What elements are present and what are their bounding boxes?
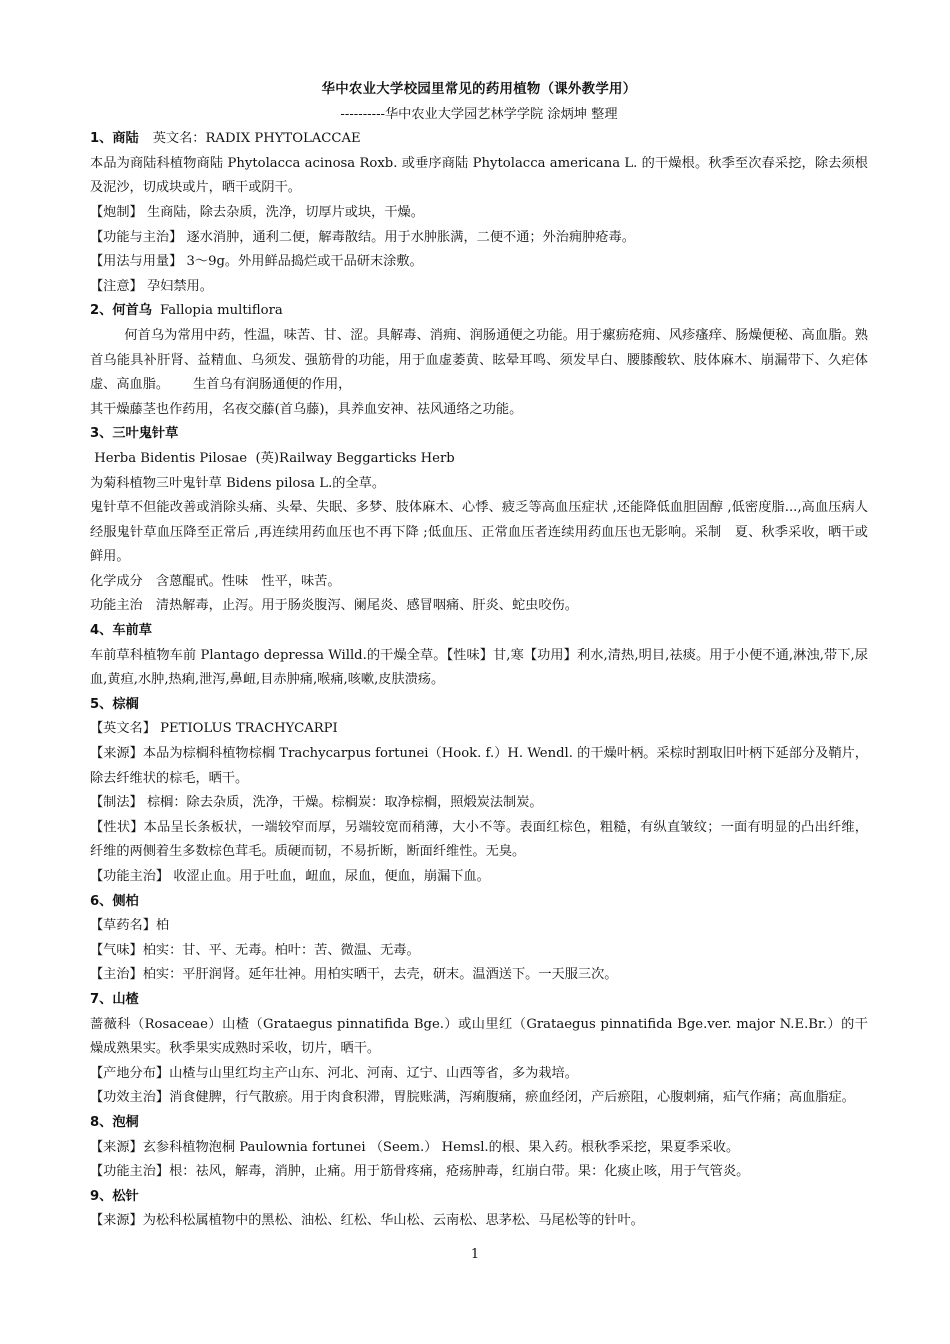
paragraph: 【注意】 孕妇禁用。 [90,278,213,294]
paragraph: 【用法与用量】 3～9g。外用鲜品捣烂或干品研末涂敷。 [90,254,423,270]
paragraph: 鬼针草不但能改善或消除头痛、头晕、失眠、多梦、肢体麻木、心悸、疲乏等高血压症状 ,还能降低血胆固醇 ,低密度脂...,高血压病人经服鬼针草血压降至正常后 ,再连续用药血压也不再下降 ;低血压、正常血压者连续用药血压也无影响。采制 夏、秋季采收，晒干或鲜用。 [90,500,868,565]
document-subtitle: ----------华中农业大学园艺林学学院 涂炳坤 整理 [340,106,618,122]
paragraph: 【来源】为松科松属植物中的黑松、油松、红松、华山松、云南松、思茅松、马尾松等的针叶。 [90,1213,644,1229]
paragraph: 车前草科植物车前 Plantago depressa Willd.的干燥全草。【性味】甘,寒【功用】利水,清热,明目,祛痰。用于小便不通,淋浊,带下,尿血,黄疸,水肿,热痢,泄泻,鼻衄,目赤肿痛,喉痛,咳嗽,皮肤溃疡。 [90,647,868,688]
paragraph: 功能主治 清热解毒，止泻。用于肠炎腹泻、阑尾炎、感冒咽痛、肝炎、蛇虫咬伤。 [90,598,578,614]
section-heading-sanyeguizhencao [90,422,868,447]
section-heading-shanzha [90,988,868,1013]
section-title: 5、棕榈 [90,696,139,712]
paragraph: 何首乌为常用中药，性温，味苦、甘、涩。具解毒、消痈、润肠通便之功能。用于瘰疬疮痈、风疹瘙痒、肠燥便秘、高血脂。熟首乌能具补肝肾、益精血、乌须发、强筋骨的功能，用于血虚萎黄、眩晕耳鸣、须发早白、腰膝酸软、肢体麻木、崩漏带下、久疟体虚、高血脂。 生首乌有润肠通便的作用， [90,327,868,393]
paragraph: 【功效主治】消食健脾，行气散瘀。用于肉食积滞，胃脘账满，泻痢腹痛，瘀血经闭，产后瘀阻，心腹刺痛，疝气作痛；高血脂症。 [90,1090,855,1106]
paragraph: 【制法】 棕榈：除去杂质，洗净，干燥。棕榈炭：取净棕榈，照煅炭法制炭。 [90,795,543,811]
section-english-name: 英文名：RADIX PHYTOLACCAE [152,131,361,147]
document-title: 华中农业大学校园里常见的药用植物（课外教学用） [321,82,637,97]
paragraph: 【来源】本品为棕榈科植物棕榈 Trachycarpus fortunei（Hook. f.）H. Wendl. 的干燥叶柄。采棕时割取旧叶柄下延部分及鞘片，除去纤维状的棕毛，晒干。 [90,746,868,786]
paragraph: 化学成分 含蒽醌甙。性味 性平，味苦。 [90,573,341,589]
paragraph: 为菊科植物三叶鬼针草 Bidens pilosa L.的全草。 [90,475,386,491]
section-title: 8、泡桐 [90,1114,139,1130]
section-heading-cebai [90,890,868,915]
section-english-name: Fallopia multiflora [159,303,283,319]
section-heading-cheqiancao [90,619,868,644]
paragraph: 其干燥藤茎也作药用，名夜交藤(首乌藤)，具养血安神、祛风通络之功能。 [90,401,523,417]
paragraph: 【功能主治】根：祛风，解毒，消肿，止痛。用于筋骨疼痛，疮疡肿毒，红崩白带。果：化痰止咳，用于气管炎。 [90,1164,750,1180]
paragraph: 【性状】本品呈长条板状，一端较窄而厚，另端较宽而稍薄，大小不等。表面红棕色，粗糙，有纵直皱纹；一面有明显的凸出纤维，纤维的两侧着生多数棕色茸毛。质硬而韧，不易折断，断面纤维性。无臭。 [90,819,868,860]
paragraph: 蔷薇科（Rosaceae）山楂（Grataegus pinnatifida Bge.）或山里红（Grataegus pinnatifida Bge.ver. major N.E.Br.）的干燥成熟果实。秋季果实成熟时采收，切片，晒干。 [90,1016,868,1057]
paragraph: 【功能主治】 收涩止血。用于吐血，衄血，尿血，便血，崩漏下血。 [90,869,490,884]
section-heading-songzhen [90,1185,868,1210]
paragraph: 【炮制】 生商陆，除去杂质，洗净，切厚片或块，干燥。 [90,204,424,220]
paragraph: Herba Bidentis Pilosae (英)Railway Beggarticks Herb [90,450,455,466]
section-title: 7、山楂 [90,991,139,1007]
section-heading-heshouwu [90,299,868,324]
section-title: 9、松针 [90,1188,139,1204]
document-page [90,78,868,1234]
section-heading-paotong [90,1111,868,1136]
section-title: 1、商陆 [90,131,139,147]
section-heading-zonglv [90,693,868,718]
paragraph: 【功能与主治】 逐水消肿，通利二便，解毒散结。用于水肿胀满，二便不通；外治痈肿疮毒。 [90,229,635,245]
paragraph: 【草药名】柏 [90,918,170,934]
section-title: 4、车前草 [90,623,152,639]
section-heading-shanglu [90,127,868,152]
paragraph: 【英文名】 PETIOLUS TRACHYCARPI [90,721,338,737]
paragraph: 【来源】玄参科植物泡桐 Paulownia fortunei （Seem.） Hemsl.的根、果入药。根秋季采挖，果夏季采收。 [90,1139,740,1155]
paragraph: 本品为商陆科植物商陆 Phytolacca acinosa Roxb. 或垂序商陆 Phytolacca americana L. 的干燥根。秋季至次春采挖，除去须根及泥沙，切成块或片，晒干或阴干。 [90,155,868,196]
paragraph: 【产地分布】山楂与山里红均主产山东、河北、河南、辽宁、山西等省，多为栽培。 [90,1065,578,1081]
section-title: 2、何首乌 [90,303,152,319]
paragraph: 【主治】柏实：平肝润肾。延年壮神。用柏实晒干，去壳，研末。温酒送下。一天服三次。 [90,967,618,983]
section-title: 3、三叶鬼针草 [90,426,179,442]
page-number: 1 [470,1247,480,1262]
paragraph: 【气味】柏实：甘、平、无毒。柏叶：苦、微温、无毒。 [90,942,420,958]
section-title: 6、侧柏 [90,893,139,909]
